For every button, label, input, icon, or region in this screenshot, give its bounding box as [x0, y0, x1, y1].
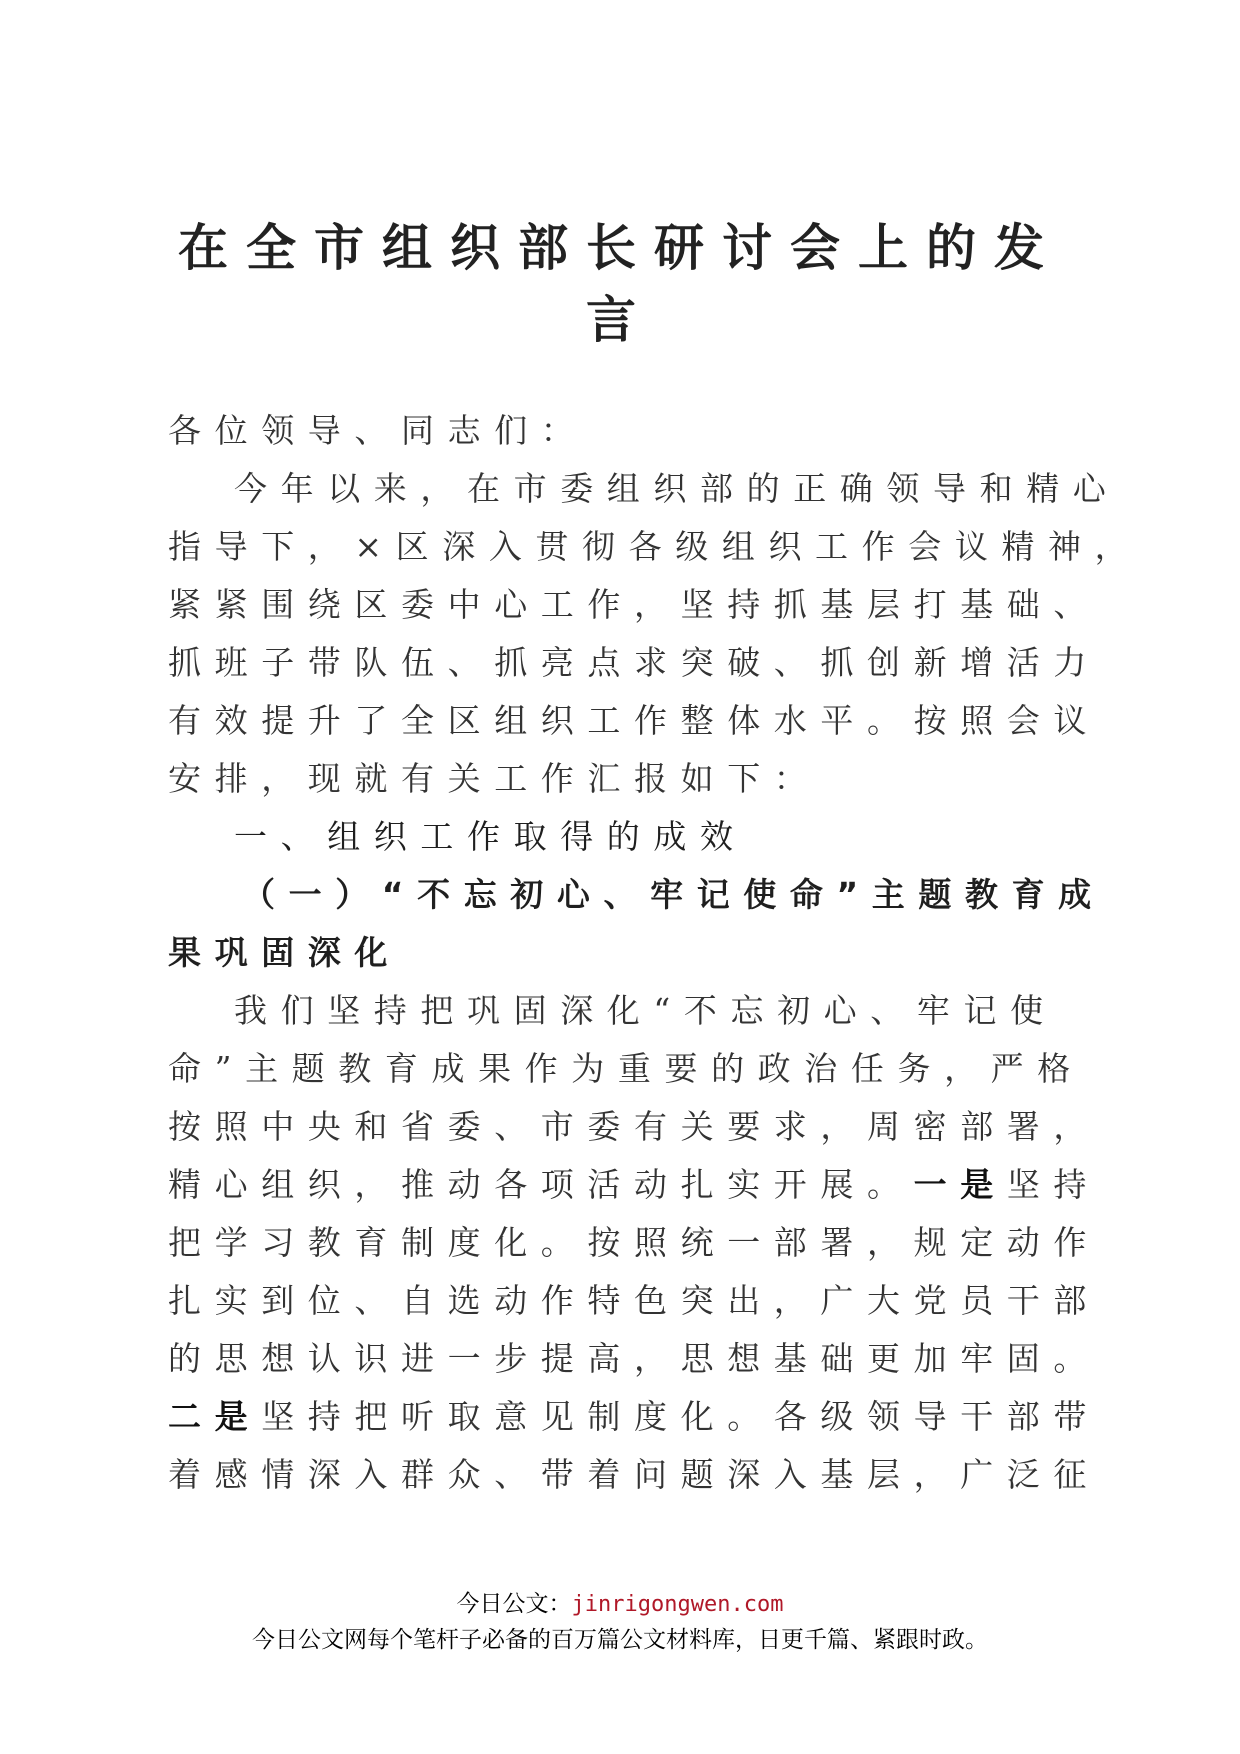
body-line-8-text: 坚持把听取意见制度化。各级领导干部带	[261, 1397, 1101, 1436]
body-line-4-tail: 坚持	[1006, 1165, 1101, 1204]
footer-site-link[interactable]: jinrigongwen.com	[571, 1592, 784, 1617]
footer-label: 今日公文：	[456, 1591, 572, 1617]
emphasis-first-point: 一是	[913, 1165, 1007, 1204]
intro-line-3: 紧紧围绕区委中心工作，坚持抓基层打基础、	[168, 585, 1100, 624]
intro-line-6: 安排，现就有关工作汇报如下：	[168, 759, 821, 798]
body-line-1: 我们坚持把巩固深化“不忘初心、牢记使	[234, 991, 1057, 1030]
body-line-7: 的思想认识进一步提高，思想基础更加牢固。	[168, 1339, 1100, 1378]
section-heading-1: 一、组织工作取得的成效	[234, 817, 747, 856]
body-line-4	[168, 1163, 1100, 1207]
body-line-5: 把学习教育制度化。按照统一部署，规定动作	[168, 1223, 1100, 1262]
body-line-3: 按照中央和省委、市委有关要求，周密部署，	[168, 1107, 1100, 1146]
intro-line-5: 有效提升了全区组织工作整体水平。按照会议	[168, 701, 1100, 740]
body-line-9: 着感情深入群众、带着问题深入基层，广泛征	[168, 1455, 1100, 1494]
footer-source	[0, 1588, 1240, 1621]
footer-slogan: 今日公文网每个笔杆子必备的百万篇公文材料库，日更千篇、紧跟时政。	[252, 1627, 988, 1653]
document-title-line-1: 在全市组织部长研讨会上的发	[178, 218, 1062, 277]
body-line-2: 命”主题教育成果作为重要的政治任务，严格	[168, 1049, 1084, 1088]
emphasis-second-point: 二是	[168, 1397, 262, 1436]
subsection-heading-1-line-2: 果巩固深化	[168, 933, 401, 972]
subsection-heading-1-line-1: （一）“不忘初心、牢记使命”主题教育成	[242, 875, 1105, 914]
intro-line-2: 指导下，×区深入贯彻各级组织工作会议精神，	[168, 527, 1142, 566]
body-line-4-text: 精心组织，推动各项活动扎实开展。	[168, 1165, 914, 1204]
body-line-6: 扎实到位、自选动作特色突出，广大党员干部	[168, 1281, 1100, 1320]
intro-line-4: 抓班子带队伍、抓亮点求突破、抓创新增活力	[168, 643, 1100, 682]
document-title-line-2: 言	[586, 290, 654, 349]
body-line-8	[168, 1395, 1100, 1439]
salutation: 各位领导、同志们：	[168, 411, 588, 450]
intro-line-1: 今年以来，在市委组织部的正确领导和精心	[234, 469, 1120, 508]
